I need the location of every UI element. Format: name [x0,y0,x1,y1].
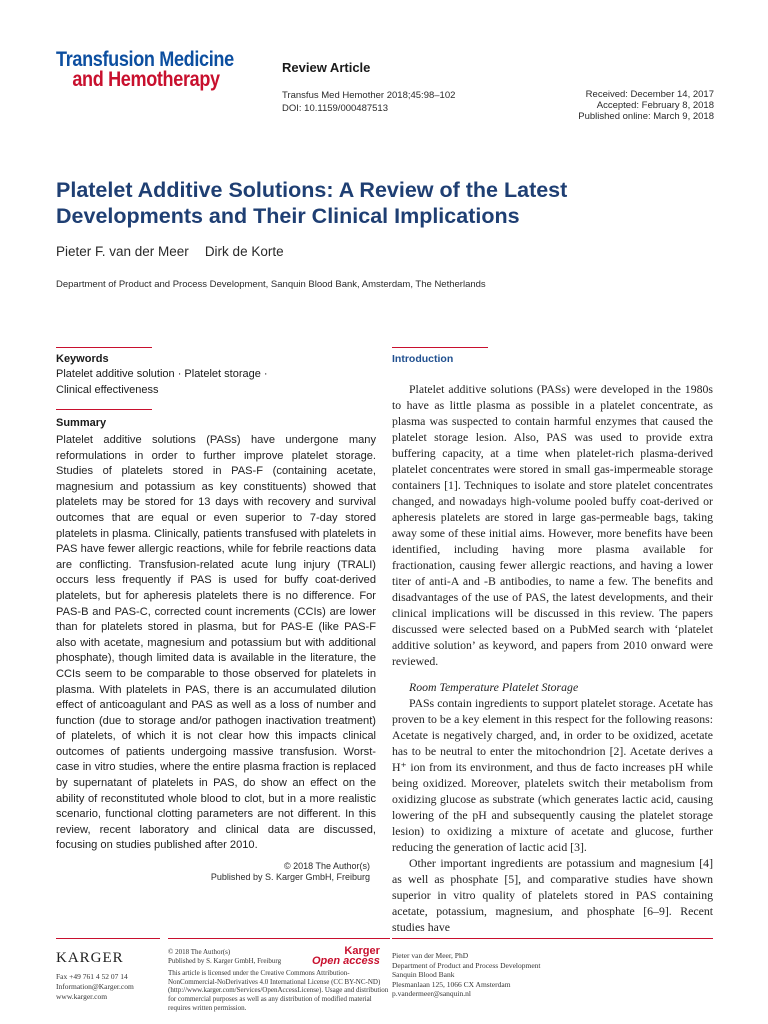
authors [56,244,284,259]
keywords-divider [56,347,152,348]
publisher-contact [56,972,134,1002]
publisher-logo: KARGER [56,950,124,966]
keywords-line1: Platelet additive solution · Platelet storage · [56,368,268,380]
introduction-heading: Introduction [392,353,454,365]
abstract-column [56,352,376,883]
license-publisher: Published by S. Karger GmbH, Freiburg [168,956,282,965]
intro-paragraph-3: Other important ingredients are potassium and magnesium [4] as well as phosphate [5], and comparative studies have shown superior in vitro quality of platelets stored in PAS containing acetate, potassium, magnesium, and phosphate [6–9]. Recent studies have [392,856,713,934]
publisher-fax: Fax +49 761 4 52 07 14 [56,972,128,981]
article-dates [578,89,714,122]
open-access-label: Open access [312,955,380,967]
corr-street: Plesmanlaan 125, 1066 CX Amsterdam [392,979,511,989]
citation-doi[interactable]: DOI: 10.1159/000487513 [282,103,388,114]
summary-text: Platelet additive solutions (PASs) have undergone many reformulations in order to further improve platelet storage. Studies of platelets stored in PAS-F (containing acetate, magnesium and potassium as key constituents) showed that platelets may be stored for 13 days with recovery and survival outcomes that are equal or even superior to 7-day stored platelets in plasma. Clinically, patients transfused with platelets in PAS have fewer allergic reactions, while for febrile reactions data are conflicting. Transfusion-related acute lung injury (TRALI) occurs less frequently if PAS is used for buffy coat-derived platelets, but for apheresis platelets there is no difference. For PAS-B and PAS-C, corrected count increments (CCIs) are lower than for platelets stored in plasma, but for PAS-E (like PAS-F also with acetate, magnesium and potassium but with additional phosphate), though limited data is available in the literature, the CCIs seem to be comparable to those observed for platelets in plasma. With platelets in PAS, there is an accumulated dilution effect of anticoagulant and PAS as well as a loss of number and function (due to storage and/or pathogen inactivation treatment) of platelets, of which it is not clear how this impacts clinical outcomes of patients undergoing massive transfusion. Worst-case in vitro studies, where the entire plasma fraction is replaced by supernatant of platelets in PAS, do show an effect on the ability of reconstituted whole blood to clot, but in a more realistic scenario, functional clotting parameters are not different. In this review, recent laboratory and clinical data are discussed, focusing on studies published after 2010. [56,434,376,852]
article-title: Platelet Additive Solutions: A Review of the Latest Developments and Their Clinical Implications [56,178,568,228]
intro-divider [392,347,488,348]
footer-rule-middle [168,938,390,939]
journal-logo [56,50,234,90]
intro-paragraph-1: Platelet additive solutions (PASs) were developed in the 1980s to have as little plasma as possible in a platelet concentrate, as plasma was suspected to contain harmful enzymes that caused the platelet storage lesion. Also, PAS was used to provide extra buffering capacity, at a time when platelet-rich plasma-derived platelet concentrates were stored in small gas-impermeable storage containers [1]. Techniques to isolate and store platelet concentrates changed, and nowadays high-volume pooled buffy coat-derived or apheresis platelets are stored in large gas-permeable bags, taking away some of these initial aims. However, more benefits have been identified, including having more plasma available for fractionation, causing fewer allergic reactions, and having a lower titer of anti-A and -B antibodies, to name a few. The benefits and disadvantages of the use of PAS, the latest developments, and their clinical implications will be discussed in this review. The papers discussed were selected based on a PubMed search with ‘platelet additive solution’ as keyword, and papers from 2010 onward were reviewed. [392,382,713,668]
affiliation: Department of Product and Process Development, Sanquin Blood Bank, Amsterdam, The Netherlands [56,279,486,290]
copyright-notice [56,861,370,883]
corr-name: Pieter van der Meer, PhD [392,951,469,960]
summary-heading: Summary [56,417,107,429]
date-accepted: Accepted: February 8, 2018 [596,100,714,111]
correspondence-address [392,951,541,999]
author-2[interactable]: Dirk de Korte [204,244,284,259]
date-received: Received: December 14, 2017 [585,89,714,100]
copyright-line2: Published by S. Karger GmbH, Freiburg [210,872,370,883]
article-type: Review Article [282,60,371,75]
publisher-email[interactable]: Information@Karger.com [56,982,134,991]
keywords-line2: Clinical effectiveness [56,384,159,396]
corr-institution: Sanquin Blood Bank [392,970,455,979]
keywords-heading: Keywords [56,353,109,365]
footer-rule-right [392,938,713,939]
open-access-logo [312,946,380,966]
corr-email[interactable]: p.vandermeer@sanquin.nl [392,989,471,998]
section-subheading: Room Temperature Platelet Storage [409,680,579,694]
journal-name-line2: and Hemotherapy [72,68,220,91]
citation-journal: Transfus Med Hemother 2018;45:98–102 [282,90,456,101]
citation [282,89,455,115]
open-access-karger: Karger [344,945,380,957]
corr-department: Department of Product and Process Development [392,960,541,970]
author-1[interactable]: Pieter F. van der Meer [56,244,189,259]
publisher-website[interactable]: www.karger.com [56,992,108,1001]
copyright-line1: © 2018 The Author(s) [283,861,370,872]
license-text: This article is licensed under the Creative Commons Attribution-NonCommercial-NoDerivatives 4.0 International License (CC BY-NC-ND) (http://www.karger.com/Services/OpenAccessLicense). Usage and distribution for commercial purposes as well as any distribution of modified material requires written permission. [168,969,389,1012]
intro-paragraph-2: PASs contain ingredients to support platelet storage. Acetate has proven to be a key element in this respect for the following reasons: Acetate is negatively charged, and, in order to be oxidized, acetate has to be neutral to enter the mitochondrion [2]. Acetate derives a H⁺ ion from its environment, and thus de facto increases pH while being oxidized. Moreover, platelets switch their metabolism from oxidizing glucose as substrate (which generates lactic acid, causing lowering of the pH and subsequently causing the platelet storage lesion) to oxidizing a mixture of acetate and glucose, further reducing the generation of lactic acid [3]. [392,696,713,854]
license-copyright: © 2018 The Author(s) [168,948,231,956]
body-column [392,352,713,935]
date-published: Published online: March 9, 2018 [578,111,714,122]
journal-name-line1: Transfusion Medicine [56,48,234,71]
footer-rule-left [56,938,160,939]
